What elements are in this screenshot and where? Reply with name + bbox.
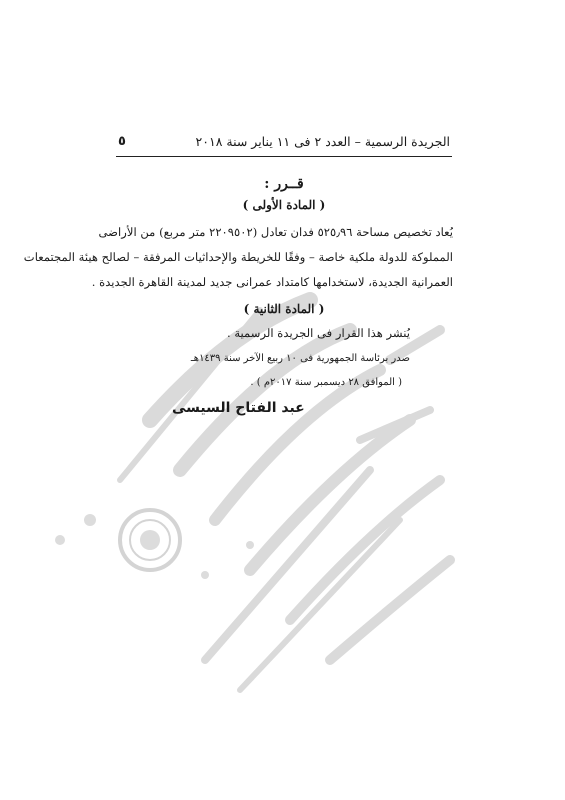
header-divider xyxy=(116,156,452,157)
article-2-text: يُنشر هذا القرار فى الجريدة الرسمية . xyxy=(226,326,410,340)
page-number: ٥ xyxy=(118,133,126,149)
page-header xyxy=(118,130,450,152)
article-2-heading: ( المادة الثانية ) xyxy=(243,302,325,316)
issued-date: صدر برئاسة الجمهورية فى ١٠ ربيع الآخر سنة ١٤٣٩هـ xyxy=(190,353,410,364)
article-1-text xyxy=(23,220,453,295)
gregorian-date: ( الموافق ٢٨ ديسمبر سنة ٢٠١٧م ) . xyxy=(250,377,402,388)
decision-heading: قــرر : xyxy=(264,176,304,192)
article-1-heading: ( المادة الأولى ) xyxy=(242,198,326,212)
gazette-title: الجريدة الرسمية – العدد ٢ فى ١١ يناير سنة ٢٠١٨ xyxy=(195,133,450,149)
article-1-line: العمرانية الجديدة، لاستخدامها كامتداد عمرانى جديد لمدينة القاهرة الجديدة . xyxy=(91,275,453,289)
signature: عبد الفتاح السيسى xyxy=(172,400,305,416)
article-1-line: المملوكة للدولة ملكية خاصة – وفقًا للخريطة والإحداثيات المرفقة – لصالح هيئة المجتمعات xyxy=(23,250,453,264)
seal-icon xyxy=(120,510,180,570)
article-1-line: يُعاد تخصيص مساحة ٥٢٥٫٩٦ فدان تعادل (٢٢٠٩٥٠٢ متر مربع) من الأراضى xyxy=(98,225,453,239)
